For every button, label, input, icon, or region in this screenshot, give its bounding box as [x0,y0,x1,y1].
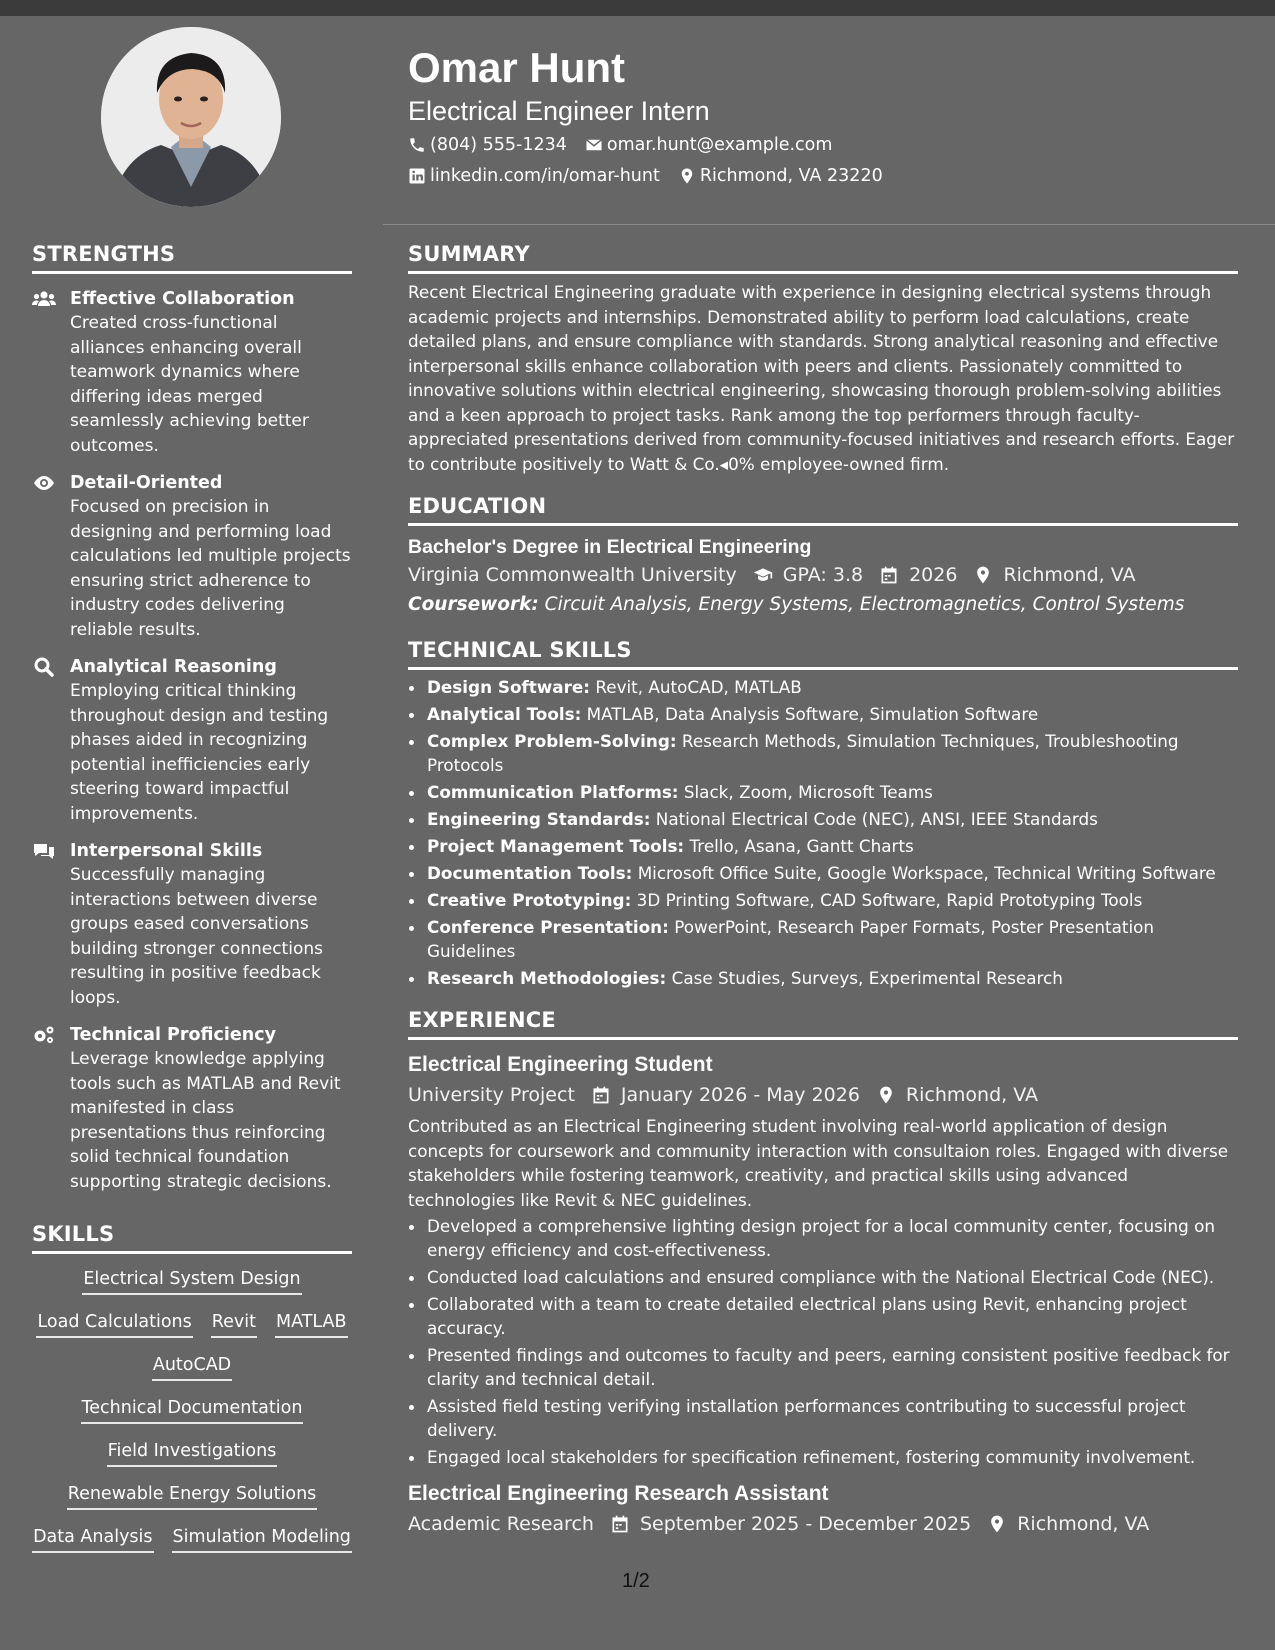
map-pin-icon [987,1514,1007,1534]
education-heading: EDUCATION [408,492,1238,526]
skill-tag: Renewable Energy Solutions [67,1483,318,1510]
candidate-title: Electrical Engineer Intern [408,96,710,126]
list-item [426,915,1238,963]
envelope-icon [585,136,603,154]
comments-icon [32,841,56,861]
job-bullets [408,1214,1238,1469]
technical-skills-heading: TECHNICAL SKILLS [408,636,1238,670]
strength-item [32,471,352,642]
skill-tag: Electrical System Design [82,1268,301,1295]
phone-icon [408,136,426,154]
skill-value: 3D Printing Software, CAD Software, Rapid Prototyping Tools [636,890,1143,910]
header-divider [383,224,1275,225]
location [678,165,883,187]
skill-value: Microsoft Office Suite, Google Workspace, Technical Writing Software [637,863,1216,883]
job-org: University Project [408,1084,575,1106]
skill-value: PowerPoint, Research Paper Formats, Poster Presentation Guidelines [427,917,1155,961]
graduation-year: 2026 [909,564,958,586]
list-item [426,780,1238,804]
strength-desc: Created cross-functional alliances enhancing overall teamwork dynamics where differing ideas merged seamlessly achieving better outcomes. [70,313,309,456]
map-pin-icon [678,167,696,185]
skill-value: Case Studies, Surveys, Experimental Research [671,968,1063,988]
top-bar [0,0,1275,16]
skill-value: Revit, AutoCAD, MATLAB [595,677,802,697]
skill-label: Engineering Standards: [427,809,651,829]
job-title: Electrical Engineering Student [408,1053,713,1076]
email-text: omar.hunt@example.com [606,135,833,155]
strength-desc: Focused on precision in designing and performing load calculations led multiple projects ensuring strict adherence to industry codes delivering reliable results. [70,497,351,640]
job-location: Richmond, VA [1017,1513,1150,1535]
list-item [426,702,1238,726]
strength-item [32,655,352,826]
job-meta [408,1509,1238,1539]
strength-title: Interpersonal Skills [70,841,263,861]
skill-tag: Revit [211,1311,257,1338]
list-item [426,861,1238,885]
skill-tag: AutoCAD [152,1354,232,1381]
email[interactable] [585,134,833,156]
skills-tags [32,1268,352,1553]
job-description: Contributed as an Electrical Engineering student involving real-world application of design concepts for coursework and community interaction with consultaion roles. Engaged with diverse stakeholders while fostering teamwork, creativity, and practical skills using advanced technologies like Revit & NEC guidelines. [408,1116,1229,1210]
right-column [408,240,1238,1539]
strength-item [32,839,352,1010]
skill-label: Analytical Tools: [427,704,582,724]
job-dates: January 2026 - May 2026 [620,1084,860,1106]
skill-tag: MATLAB [275,1311,348,1338]
education-location: Richmond, VA [1003,564,1136,586]
list-item: • Engaged local stakeholders for specification refinement, fostering community involvement. [426,1445,1238,1469]
list-item: • Conducted load calculations and ensured compliance with the National Electrical Code (NEC). [426,1265,1238,1289]
skill-tag: Simulation Modeling [172,1526,352,1553]
skill-label: Research Methodologies: [427,968,667,988]
calendar-icon [879,565,899,585]
candidate-name: Omar Hunt [408,44,626,91]
skill-tag: Load Calculations [36,1311,192,1338]
list-item [426,888,1238,912]
education-meta [408,560,1238,590]
strength-title: Effective Collaboration [70,289,295,309]
map-pin-icon [973,565,993,585]
map-pin-icon [876,1085,896,1105]
skill-tag: Technical Documentation [81,1397,304,1424]
skill-value: Slack, Zoom, Microsoft Teams [683,782,933,802]
profile-photo [101,27,281,207]
linkedin-text: linkedin.com/in/omar-hunt [430,166,660,186]
school-name: Virginia Commonwealth University [408,564,737,586]
coursework-list: Circuit Analysis, Energy Systems, Electromagnetics, Control Systems [544,594,1185,615]
summary-heading: SUMMARY [408,240,1238,274]
list-item [426,834,1238,858]
page-number: 1/2 [622,1570,650,1592]
job-dates: September 2025 - December 2025 [639,1513,972,1535]
contact-row-1 [408,134,1238,156]
location-text: Richmond, VA 23220 [699,166,883,186]
skill-value: National Electrical Code (NEC), ANSI, IEEE Standards [655,809,1098,829]
coursework [408,590,1238,620]
phone-text: (804) 555-1234 [430,135,567,155]
skill-value: Research Methods, Simulation Techniques, Troubleshooting Protocols [427,731,1179,775]
list-item: • Assisted field testing verifying installation performances contributing to successful project delivery. [426,1394,1238,1442]
coursework-label: Coursework: [408,594,539,615]
skill-label: Design Software: [427,677,590,697]
strength-desc: Successfully managing interactions between diverse groups eased conversations building stronger connections resulting in positive feedback loops. [70,865,323,1008]
technical-skills-list [408,675,1238,990]
list-item [426,807,1238,831]
experience-heading: EXPERIENCE [408,1006,1238,1040]
linkedin-icon [408,167,426,185]
list-item [426,675,1238,699]
strength-item [32,287,352,458]
eye-icon [32,473,56,493]
job-location: Richmond, VA [905,1084,1038,1106]
skill-value: MATLAB, Data Analysis Software, Simulation Software [586,704,1039,724]
summary-text: Recent Electrical Engineering graduate with experience in designing electrical systems through academic projects and internships. Demonstrated ability to perform load calculations, create detailed plans, and ensure compliance with standards. Strong analytical reasoning and effective interpersonal skills enhance collaboration with peers and clients. Passionately committed to innovative solutions within electrical engineering, showcasing thorough problem-solving abilities and a keen approach to project tasks. Rank among the top performers through faculty-appreciated presentations derived from community-focused initiatives and research efforts. Eager to contribute positively to Watt & Co.◂0% employee-owned firm. [408,282,1235,474]
list-item [426,729,1238,777]
strength-desc: Leverage knowledge applying tools such as MATLAB and Revit manifested in class presentations thus reinforcing solid technical foundation supporting strategic decisions. [70,1049,341,1192]
calendar-icon [591,1085,611,1105]
skill-tag: Field Investigations [107,1440,278,1467]
list-item: • Presented findings and outcomes to faculty and peers, earning consistent positive feedback for clarity and technical detail. [426,1343,1238,1391]
list-item: • Developed a comprehensive lighting design project for a local community center, focusing on energy efficiency and cost-effectiveness. [426,1214,1238,1262]
skill-label: Complex Problem-Solving: [427,731,677,751]
job-title: Electrical Engineering Research Assistant [408,1482,829,1505]
skill-label: Creative Prototyping: [427,890,632,910]
users-icon [32,289,56,309]
skill-label: Conference Presentation: [427,917,669,937]
gears-icon [32,1025,56,1045]
job-org: Academic Research [408,1513,594,1535]
linkedin[interactable] [408,165,660,187]
job-meta [408,1080,1238,1110]
strength-item [32,1023,352,1194]
skill-label: Communication Platforms: [427,782,679,802]
strength-desc: Employing critical thinking throughout design and testing phases aided in recognizing potential inefficiencies early steering toward impactful improvements. [70,681,329,824]
search-icon [32,657,56,677]
gpa: GPA: 3.8 [782,564,864,586]
calendar-icon [610,1514,630,1534]
header [408,42,1238,187]
strength-title: Analytical Reasoning [70,657,277,677]
strength-title: Detail-Oriented [70,473,223,493]
skill-value: Trello, Asana, Gantt Charts [689,836,914,856]
strength-title: Technical Proficiency [70,1025,276,1045]
left-column [32,240,352,1569]
graduation-cap-icon [753,565,773,585]
strengths-heading: STRENGTHS [32,240,352,274]
skill-label: Documentation Tools: [427,863,633,883]
degree-title: Bachelor's Degree in Electrical Engineering [408,536,812,558]
skill-tag: Data Analysis [32,1526,153,1553]
contact-row-2 [408,165,1238,187]
list-item [426,966,1238,990]
skills-heading: SKILLS [32,1220,352,1254]
skill-label: Project Management Tools: [427,836,685,856]
list-item: • Collaborated with a team to create detailed electrical plans using Revit, enhancing project accuracy. [426,1292,1238,1340]
phone[interactable] [408,134,567,156]
